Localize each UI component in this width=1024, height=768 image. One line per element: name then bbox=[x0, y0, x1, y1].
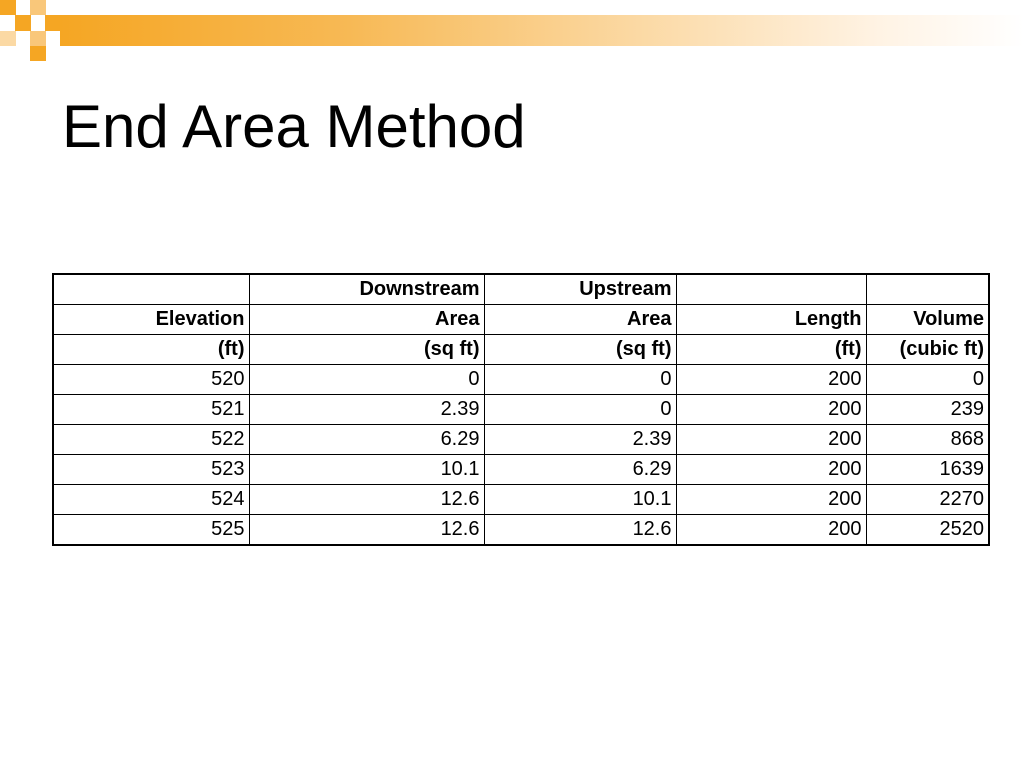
cell-downstream-area: 2.39 bbox=[249, 395, 484, 425]
cell-elevation: 522 bbox=[53, 425, 249, 455]
header-cell-upstream-area: Area bbox=[484, 305, 676, 335]
cell-length: 200 bbox=[676, 395, 866, 425]
header-cell-elevation: Elevation bbox=[53, 305, 249, 335]
cell-downstream-area: 6.29 bbox=[249, 425, 484, 455]
cell-upstream-area: 0 bbox=[484, 365, 676, 395]
cell-upstream-area: 6.29 bbox=[484, 455, 676, 485]
table-row bbox=[53, 485, 989, 515]
header-cell-downstream-area: (sq ft) bbox=[249, 335, 484, 365]
decorative-square bbox=[0, 0, 16, 15]
cell-volume: 2270 bbox=[866, 485, 989, 515]
cell-elevation: 520 bbox=[53, 365, 249, 395]
cell-volume: 239 bbox=[866, 395, 989, 425]
cell-volume: 2520 bbox=[866, 515, 989, 546]
cell-volume: 868 bbox=[866, 425, 989, 455]
header-cell-length bbox=[676, 274, 866, 305]
cell-elevation: 525 bbox=[53, 515, 249, 546]
header-cell-volume: Volume bbox=[866, 305, 989, 335]
decorative-square bbox=[30, 31, 46, 46]
cell-upstream-area: 0 bbox=[484, 395, 676, 425]
cell-downstream-area: 12.6 bbox=[249, 485, 484, 515]
header-cell-volume: (cubic ft) bbox=[866, 335, 989, 365]
table-row bbox=[53, 425, 989, 455]
cell-downstream-area: 12.6 bbox=[249, 515, 484, 546]
header-cell-downstream-area: Area bbox=[249, 305, 484, 335]
table-row bbox=[53, 455, 989, 485]
table-header-row bbox=[53, 335, 989, 365]
table-row bbox=[53, 395, 989, 425]
cell-length: 200 bbox=[676, 515, 866, 546]
decorative-square bbox=[30, 46, 46, 61]
cell-length: 200 bbox=[676, 485, 866, 515]
cell-upstream-area: 2.39 bbox=[484, 425, 676, 455]
header-cell-elevation bbox=[53, 274, 249, 305]
cell-elevation: 521 bbox=[53, 395, 249, 425]
cell-volume: 1639 bbox=[866, 455, 989, 485]
slide-title: End Area Method bbox=[62, 93, 526, 160]
end-area-table bbox=[52, 273, 990, 546]
header-cell-downstream-area: Downstream bbox=[249, 274, 484, 305]
cell-elevation: 524 bbox=[53, 485, 249, 515]
header-cell-elevation: (ft) bbox=[53, 335, 249, 365]
table-header-row bbox=[53, 305, 989, 335]
cell-downstream-area: 0 bbox=[249, 365, 484, 395]
cell-upstream-area: 10.1 bbox=[484, 485, 676, 515]
header-cell-upstream-area: Upstream bbox=[484, 274, 676, 305]
cell-length: 200 bbox=[676, 425, 866, 455]
cell-elevation: 523 bbox=[53, 455, 249, 485]
cell-length: 200 bbox=[676, 455, 866, 485]
header-cell-upstream-area: (sq ft) bbox=[484, 335, 676, 365]
decorative-square bbox=[30, 0, 46, 15]
cell-length: 200 bbox=[676, 365, 866, 395]
header-cell-volume bbox=[866, 274, 989, 305]
table-row bbox=[53, 365, 989, 395]
header-cell-length: (ft) bbox=[676, 335, 866, 365]
cell-volume: 0 bbox=[866, 365, 989, 395]
cell-downstream-area: 10.1 bbox=[249, 455, 484, 485]
cell-upstream-area: 12.6 bbox=[484, 515, 676, 546]
decorative-square bbox=[0, 31, 16, 46]
decorative-square bbox=[15, 15, 31, 31]
decorative-top-band bbox=[60, 15, 1024, 46]
table-row bbox=[53, 515, 989, 546]
table-header-row bbox=[53, 274, 989, 305]
table-body bbox=[53, 274, 989, 545]
header-cell-length: Length bbox=[676, 305, 866, 335]
decorative-square bbox=[45, 15, 61, 31]
